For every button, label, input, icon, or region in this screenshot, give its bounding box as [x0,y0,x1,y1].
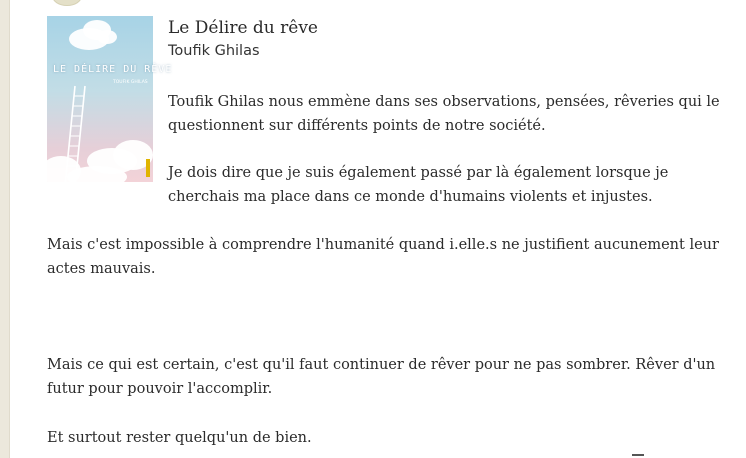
cover-title: LE DÉLIRE DU RÊVE [53,64,173,75]
cover-ladder-illustration [59,86,89,186]
cover-author: TOUFIK GHILAS [113,80,148,85]
scroll-indicator [632,454,644,456]
book-cover-image[interactable] [47,16,173,182]
book-title-link[interactable]: Le Délire du rêve [168,18,318,38]
cover-cloud [97,30,117,44]
cover-accent-bar [146,159,150,177]
review-paragraph: Et surtout rester quelqu'un de bien. [47,430,312,446]
review-paragraph: Toufik Ghilas nous emmène dans ses observations, pensées, rêveries qui le questionnent sur différents points de notre société. [168,94,720,134]
review-paragraph: Mais ce qui est certain, c'est qu'il faut continuer de rêver pour ne pas sombrer. Rêver d'un futur pour pouvoir l'accomplir. [47,357,716,397]
review-paragraph: Mais c'est impossible à comprendre l'humanité quand i.elle.s ne justifient aucunement leur actes mauvais. [47,237,719,277]
review-paragraph: Je dois dire que je suis également passé par là également lorsque je cherchais ma place dans ce monde d'humains violents et injustes. [168,165,669,205]
book-author-link[interactable]: Toufik Ghilas [168,43,260,59]
page-left-border [0,0,10,458]
avatar-edge [52,0,82,6]
